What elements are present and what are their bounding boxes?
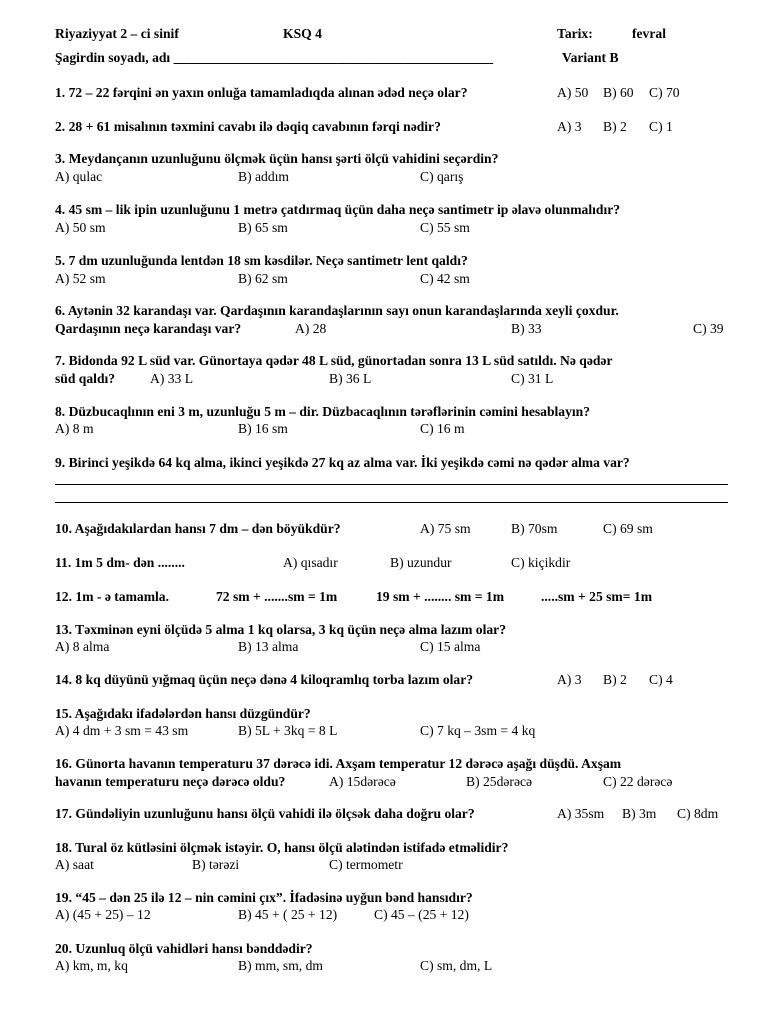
q14-option-c: C) 4 <box>649 672 673 687</box>
question-7-line-1: 7. Bidonda 92 L süd var. Günortaya qədər 48 L süd, günortadan sonra 13 L süd satıldı. Nə qədər <box>55 353 613 368</box>
question-10: 10. Aşağıdakılardan hansı 7 dm – dən böyükdür? <box>55 521 341 536</box>
q6-option-a: A) 28 <box>295 321 327 336</box>
q10-option-c: C) 69 sm <box>603 521 653 536</box>
q11-option-b: B) uzundur <box>390 555 452 570</box>
q2-option-c: C) 1 <box>649 119 673 134</box>
q4-option-b: B) 65 sm <box>238 220 288 235</box>
q16-option-b: B) 25dərəcə <box>466 774 533 789</box>
question-7-line-2: süd qaldı? <box>55 371 116 386</box>
q5-option-b: B) 62 sm <box>238 271 288 286</box>
q18-option-a: A) saat <box>55 857 94 872</box>
q16-option-a: A) 15dərəcə <box>329 774 396 789</box>
answer-line-1 <box>55 484 728 485</box>
question-4: 4. 45 sm – lik ipin uzunluğunu 1 metrə çatdırmaq üçün daha neçə santimetr ip əlavə olunmalıdır? <box>55 202 621 217</box>
q1-option-b: B) 60 <box>603 85 634 100</box>
q7-option-c: C) 31 L <box>511 371 554 386</box>
q17-option-b: B) 3m <box>622 806 657 821</box>
question-15: 15. Aşağıdakı ifadələrdən hansı düzgündür? <box>55 706 311 721</box>
test-title: KSQ 4 <box>283 26 322 41</box>
q11-option-c: C) kiçikdir <box>511 555 571 570</box>
q10-option-b: B) 70sm <box>511 521 558 536</box>
q15-option-c: C) 7 kq – 3sm = 4 kq <box>420 723 536 738</box>
q4-option-a: A) 50 sm <box>55 220 106 235</box>
question-9: 9. Birinci yeşikdə 64 kq alma, ikinci yeşikdə 27 kq az alma var. İki yeşikdə cəmi nə qədər alma var? <box>55 455 630 470</box>
q3-option-b: B) addım <box>238 169 289 184</box>
q14-option-b: B) 2 <box>603 672 627 687</box>
q10-option-a: A) 75 sm <box>420 521 471 536</box>
question-16-line-2: havanın temperaturu neçə dərəcə oldu? <box>55 774 286 789</box>
q7-option-a: A) 33 L <box>150 371 194 386</box>
q12-exercise-2: 19 sm + ........ sm = 1m <box>376 589 505 604</box>
question-5: 5. 7 dm uzunluğunda lentdən 18 sm kəsdilər. Neçə santimetr lent qaldı? <box>55 253 468 268</box>
question-11: 11. 1m 5 dm- dən ........ <box>55 555 185 570</box>
date-value: fevral <box>632 26 666 41</box>
q2-option-b: B) 2 <box>603 119 627 134</box>
question-6-line-2: Qardaşının neçə karandaşı var? <box>55 321 242 336</box>
q16-option-c: C) 22 dərəcə <box>603 774 673 789</box>
q14-option-a: A) 3 <box>557 672 582 687</box>
q15-option-a: A) 4 dm + 3 sm = 43 sm <box>55 723 189 738</box>
q17-option-a: A) 35sm <box>557 806 605 821</box>
q8-option-b: B) 16 sm <box>238 421 288 436</box>
q6-option-b: B) 33 <box>511 321 542 336</box>
question-2: 2. 28 + 61 misalının təxmini cavabı ilə dəqiq cavabının fərqi nədir? <box>55 119 441 134</box>
q12-exercise-1: 72 sm + .......sm = 1m <box>216 589 338 604</box>
q13-option-b: B) 13 alma <box>238 639 299 654</box>
q6-option-c: C) 39 <box>693 321 724 336</box>
q19-option-a: A) (45 + 25) – 12 <box>55 907 151 922</box>
question-16-line-1: 16. Günorta havanın temperaturu 37 dərəcə idi. Axşam temperatur 12 dərəcə aşağı düşdü. Axşam <box>55 756 622 771</box>
subject-title: Riyaziyyat 2 – ci sinif <box>55 26 179 41</box>
question-6-line-1: 6. Aytənin 32 karandaşı var. Qardaşının karandaşlarının sayı onun karandaşlarında xeyli çoxdur. <box>55 303 619 318</box>
q13-option-c: C) 15 alma <box>420 639 481 654</box>
q20-option-a: A) km, m, kq <box>55 958 128 973</box>
question-13: 13. Təxminən eyni ölçüdə 5 alma 1 kq olarsa, 3 kq üçün neçə alma lazım olar? <box>55 622 506 637</box>
q3-option-c: C) qarış <box>420 169 464 184</box>
q20-option-b: B) mm, sm, dm <box>238 958 323 973</box>
question-17: 17. Gündəliyin uzunluğunu hansı ölçü vahidi ilə ölçsək daha doğru olar? <box>55 806 475 821</box>
q18-option-c: C) termometr <box>329 857 403 872</box>
answer-line-2 <box>55 502 728 503</box>
q7-option-b: B) 36 L <box>329 371 372 386</box>
q8-option-a: A) 8 m <box>55 421 94 436</box>
q4-option-c: C) 55 sm <box>420 220 470 235</box>
q1-option-a: A) 50 <box>557 85 589 100</box>
q19-option-c: C) 45 – (25 + 12) <box>374 907 469 922</box>
q2-option-a: A) 3 <box>557 119 582 134</box>
q1-option-c: C) 70 <box>649 85 680 100</box>
q8-option-c: C) 16 m <box>420 421 465 436</box>
date-label: Tarix: <box>557 26 593 41</box>
q13-option-a: A) 8 alma <box>55 639 110 654</box>
question-12: 12. 1m - ə tamamla. <box>55 589 170 604</box>
question-14: 14. 8 kq düyünü yığmaq üçün neçə dənə 4 kiloqramlıq torba lazım olar? <box>55 672 474 687</box>
q19-option-b: B) 45 + ( 25 + 12) <box>238 907 338 922</box>
q5-option-a: A) 52 sm <box>55 271 106 286</box>
q11-option-a: A) qısadır <box>283 555 338 570</box>
question-19: 19. “45 – dən 25 ilə 12 – nin cəmini çıx”. İfadəsinə uyğun bənd hansıdır? <box>55 890 473 905</box>
question-20: 20. Uzunluq ölçü vahidləri hansı bənddədir? <box>55 941 313 956</box>
question-8: 8. Düzbucaqlının eni 3 m, uzunluğu 5 m – dir. Düzbacaqlının tərəflərinin cəmini hesablayın? <box>55 404 591 419</box>
question-18: 18. Tural öz kütləsini ölçmək istəyir. O, hansı ölçü alətindən istifadə etməlidir? <box>55 840 509 855</box>
q15-option-b: B) 5L + 3kq = 8 L <box>238 723 338 738</box>
q18-option-b: B) tərəzi <box>192 857 240 872</box>
variant-label: Variant B <box>562 50 619 65</box>
q20-option-c: C) sm, dm, L <box>420 958 493 973</box>
q12-exercise-3: .....sm + 25 sm= 1m <box>541 589 653 604</box>
q17-option-c: C) 8dm <box>677 806 719 821</box>
q3-option-a: A) qulac <box>55 169 103 184</box>
question-1: 1. 72 – 22 fərqini ən yaxın onluğa tamamladıqda alınan ədəd neçə olar? <box>55 85 468 100</box>
q5-option-c: C) 42 sm <box>420 271 470 286</box>
question-3: 3. Meydançanın uzunluğunu ölçmək üçün hansı şərti ölçü vahidini seçərdin? <box>55 151 499 166</box>
student-name-field: Şagirdin soyadı, adı _______________________________________________ <box>55 50 494 65</box>
